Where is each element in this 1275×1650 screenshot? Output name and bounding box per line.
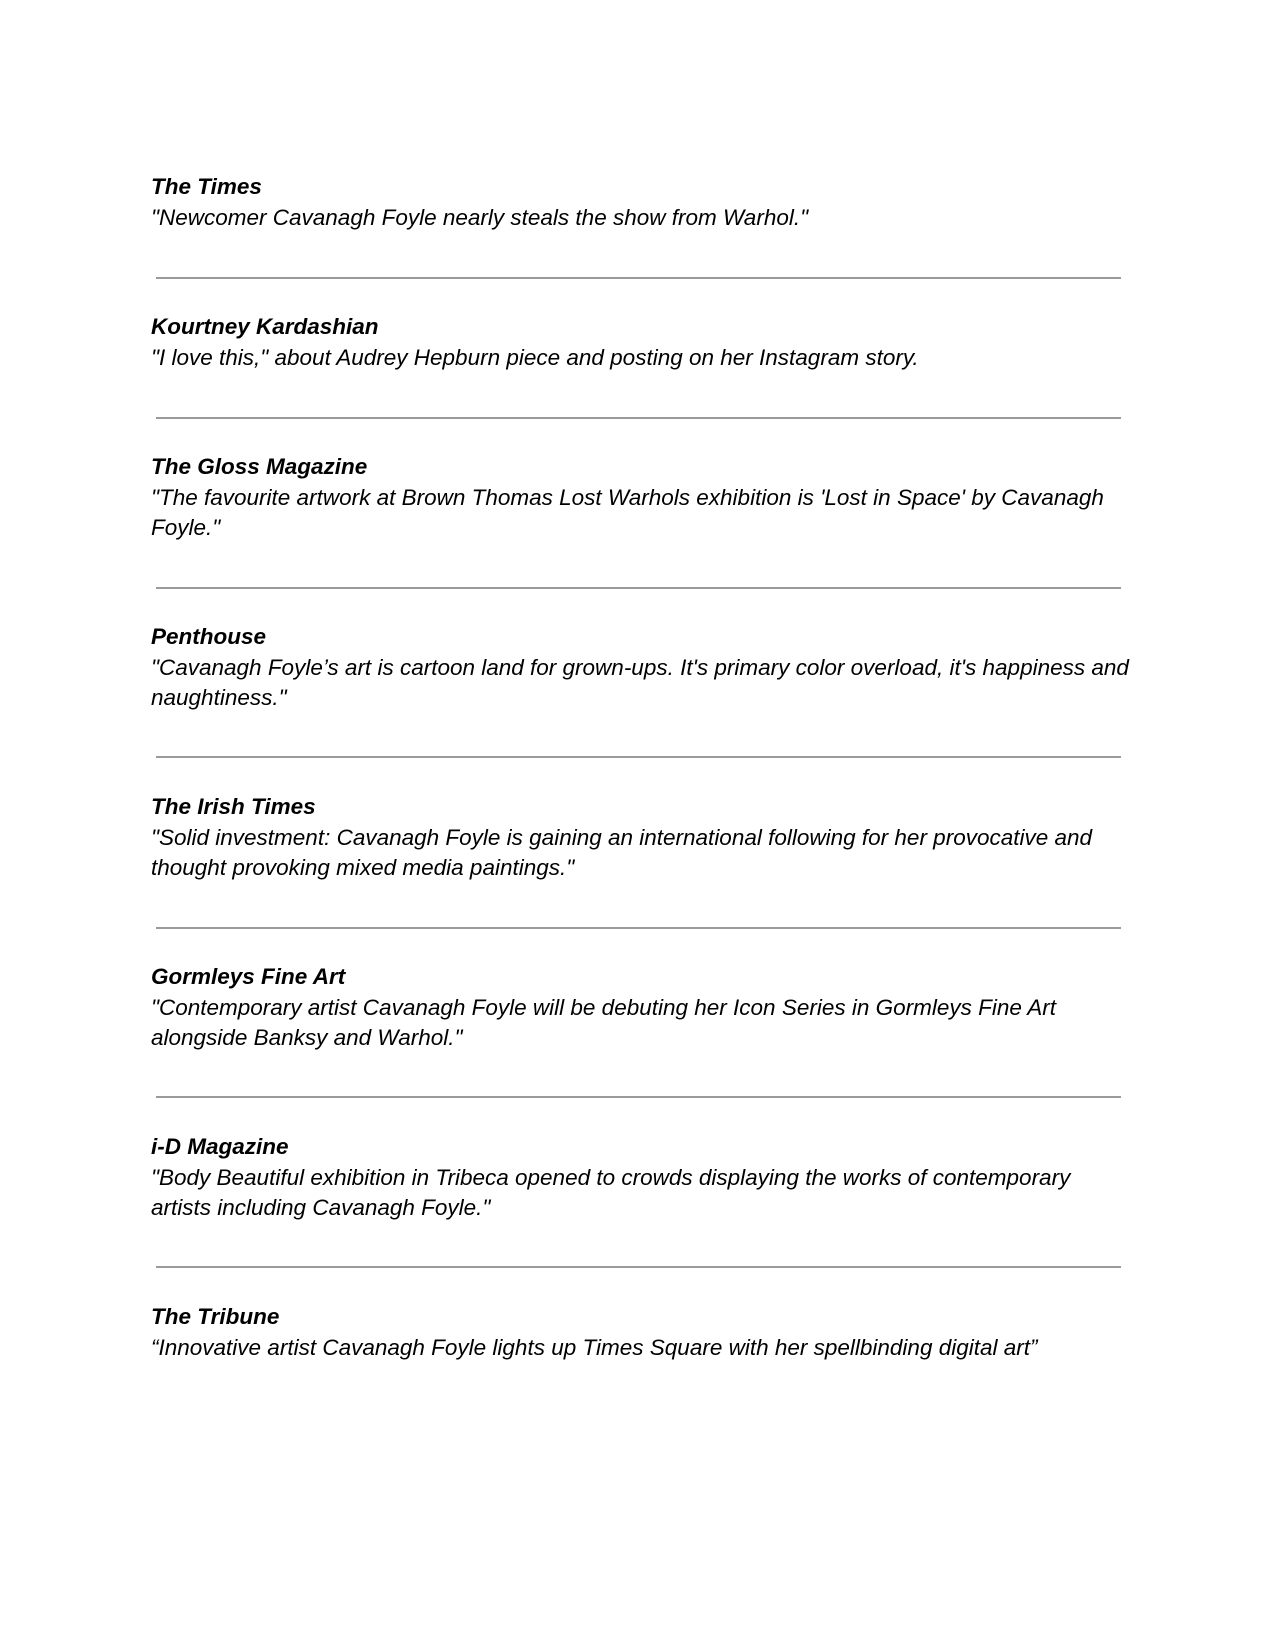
divider [156, 417, 1121, 419]
divider [156, 587, 1121, 589]
press-quote: "I love this," about Audrey Hepburn piece and posting on her Instagram story. [151, 344, 919, 370]
press-entry-i-d-magazine [151, 1132, 1136, 1224]
press-entry-the-gloss-magazine [151, 452, 1136, 544]
press-quote: "The favourite artwork at Brown Thomas Lost Warhols exhibition is 'Lost in Space' by Cavanagh Foyle." [151, 484, 1104, 540]
press-source: Gormleys Fine Art [151, 964, 346, 989]
press-entry-the-irish-times [151, 792, 1136, 884]
press-quote: "Body Beautiful exhibition in Tribeca opened to crowds displaying the works of contemporary artists including Cavanagh Foyle." [151, 1164, 1071, 1220]
press-source: Penthouse [151, 624, 267, 649]
press-source: i-D Magazine [151, 1134, 289, 1159]
press-source: The Gloss Magazine [151, 454, 368, 479]
press-entry-kourtney-kardashian [151, 312, 1136, 373]
press-entry-the-times [151, 172, 1136, 233]
press-quote: “Innovative artist Cavanagh Foyle lights up Times Square with her spellbinding digital art” [151, 1334, 1038, 1360]
press-entry-penthouse [151, 622, 1136, 714]
press-source: The Irish Times [151, 794, 316, 819]
press-source: The Times [151, 174, 262, 199]
divider [156, 277, 1121, 279]
press-quote: "Cavanagh Foyle’s art is cartoon land for grown-ups. It's primary color overload, it's happiness and naughtiness." [151, 654, 1129, 710]
divider [156, 1096, 1121, 1098]
divider [156, 1266, 1121, 1268]
press-source: Kourtney Kardashian [151, 314, 379, 339]
divider [156, 756, 1121, 758]
press-entry-the-tribune [151, 1302, 1136, 1363]
divider [156, 927, 1121, 929]
press-quote: "Contemporary artist Cavanagh Foyle will be debuting her Icon Series in Gormleys Fine Art alongside Banksy and Warhol." [151, 994, 1057, 1050]
press-quote: "Newcomer Cavanagh Foyle nearly steals the show from Warhol." [151, 204, 809, 230]
press-source: The Tribune [151, 1304, 280, 1329]
press-quote: "Solid investment: Cavanagh Foyle is gaining an international following for her provocative and thought provoking mixed media paintings." [151, 824, 1093, 880]
press-entry-gormleys-fine-art [151, 962, 1136, 1054]
